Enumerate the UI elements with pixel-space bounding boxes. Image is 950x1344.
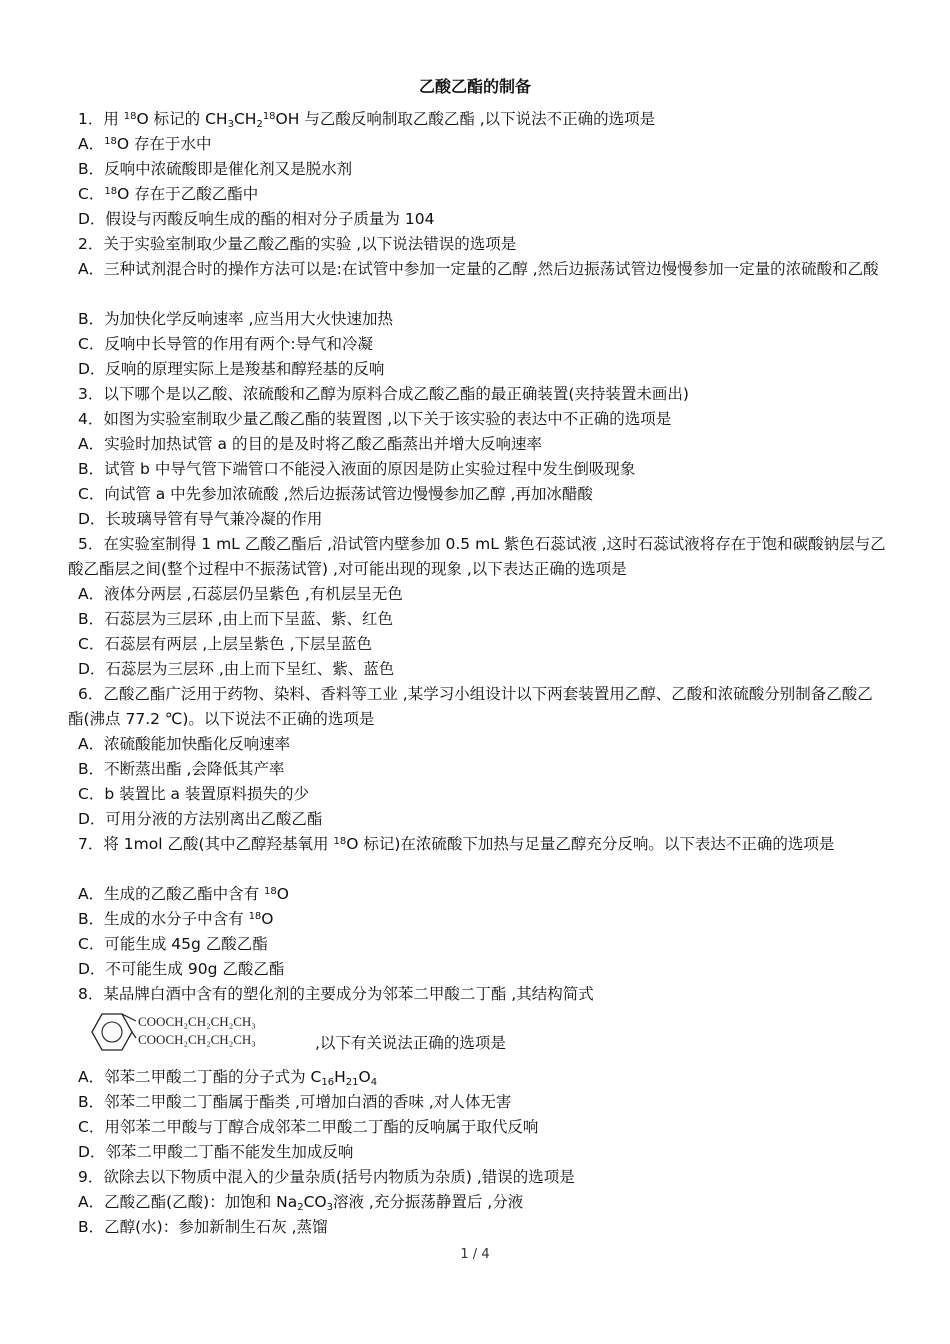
option-4a: A．实验时加热试管 a 的目的是及时将乙酸乙酯蒸出并增大反响速率 [78,435,542,453]
question-5: 5．在实验室制得 1 mL 乙酸乙酯后 ,沿试管内壁参加 0.5 mL 紫色石蕊试液 ,这时石蕊试液将存在于饱和碳酸钠层与乙酸乙酯层之间(整个过程中不振荡试管) ,对可能出现的现象 ,以下表达正确的选项是 [68,535,886,578]
option-6a: A．浓硫酸能加快酯化反响速率 [78,735,291,753]
option-5c: C．石蕊层有两层 ,上层呈紫色 ,下层呈蓝色 [78,635,373,653]
option-1d: D．假设与丙酸反响生成的酯的相对分子质量为 104 [78,210,435,228]
option-2a: A．三种试剂混合时的操作方法可以是:在试管中参加一定量的乙醇 ,然后边振荡试管边慢慢参加一定量的浓硫酸和乙酸 [78,260,879,278]
option-6b: B．不断蒸出酯 ,会降低其产率 [78,760,285,778]
option-7d: D．不可能生成 90g 乙酸乙酯 [78,960,285,978]
option-8b: B．邻苯二甲酸二丁酯属于酯类 ,可增加白酒的香味 ,对人体无害 [78,1093,512,1111]
option-5a: A．液体分两层 ,石蕊层仍呈紫色 ,有机层呈无色 [78,585,403,603]
question-8: 8．某品牌白酒中含有的塑化剂的主要成分为邻苯二甲酸二丁酯 ,其结构简式 [78,985,594,1003]
option-2c: C．反响中长导管的作用有两个:导气和冷凝 [78,335,374,353]
option-2b: B．为加快化学反响速率 ,应当用大火快速加热 [78,310,393,328]
option-6c: C．b 装置比 a 装置原料损失的少 [78,785,309,803]
structural-formula-row [68,1007,888,1065]
question-8-continuation: ,以下有关说法正确的选项是 [315,1034,506,1052]
question-list [68,107,888,1240]
option-7b: B．生成的水分子中含有 $^{18}$O [78,910,274,928]
ester-group-upper: COOCH₂CH₂CH₂CH₃ [138,1014,256,1029]
benzene-ring-structure [88,1010,308,1058]
option-8a: A．邻苯二甲酸二丁酯的分子式为 $C_{16}H_{21}O_4$ [78,1068,378,1088]
option-1a: A．$^{18}$O 存在于水中 [78,135,212,153]
option-1b: B．反响中浓硫酸即是催化剂又是脱水剂 [78,160,353,178]
option-2d: D．反响的原理实际上是羧基和醇羟基的反响 [78,360,385,378]
option-5d: D．石蕊层为三层环 ,由上而下呈红、紫、蓝色 [78,660,395,678]
page-number: 1 / 4 [460,1247,490,1262]
option-9a: A．乙酸乙酯(乙酸)：加饱和 $Na_2CO_3$溶液 ,充分振荡静置后 ,分液 [78,1193,524,1213]
option-4c: C．向试管 a 中先参加浓硫酸 ,然后边振荡试管边慢慢参加乙醇 ,再加冰醋酸 [78,485,593,503]
question-4: 4．如图为实验室制取少量乙酸乙酯的装置图 ,以下关于该实验的表达中不正确的选项是 [78,410,672,428]
option-4b: B．试管 b 中导气管下端管口不能浸入液面的原因是防止实验过程中发生倒吸现象 [78,460,636,478]
question-2: 2．关于实验室制取少量乙酸乙酯的实验 ,以下说法错误的选项是 [78,235,517,253]
option-7c: C．可能生成 45g 乙酸乙酯 [78,935,268,953]
option-9b: B．乙醇(水)：参加新制生石灰 ,蒸馏 [78,1218,328,1236]
option-7a: A．生成的乙酸乙酯中含有 $^{18}$O [78,885,289,903]
question-6: 6．乙酸乙酯广泛用于药物、染料、香料等工业 ,某学习小组设计以下两套装置用乙醇、乙酸和浓硫酸分别制备乙酸乙酯(沸点 77.2 ℃)。以下说法不正确的选项是 [68,685,873,728]
question-3: 3．以下哪个是以乙酸、浓硫酸和乙醇为原料合成乙酸乙酯的最正确装置(夹持装置未画出) [78,385,689,403]
option-6d: D．可用分液的方法别离出乙酸乙酯 [78,810,323,828]
option-1c: C．$^{18}$O 存在于乙酸乙酯中 [78,185,259,203]
option-4d: D．长玻璃导管有导气兼冷凝的作用 [78,510,323,528]
page-title: 乙酸乙酯的制备 [418,77,531,96]
question-1: 1．用 $^{18}$O 标记的 $CH_3CH_2^{18}OH$ 与乙酸反响制取乙酸乙酯 ,以下说法不正确的选项是 [78,110,656,130]
question-9: 9．欲除去以下物质中混入的少量杂质(括号内物质为杂质) ,错误的选项是 [78,1168,575,1186]
option-8d: D．邻苯二甲酸二丁酯不能发生加成反响 [78,1143,354,1161]
ester-group-lower: COOCH₂CH₂CH₂CH₃ [138,1032,256,1047]
option-8c: C．用邻苯二甲酸与丁醇合成邻苯二甲酸二丁酯的反响属于取代反响 [78,1118,539,1136]
option-5b: B．石蕊层为三层环 ,由上而下呈蓝、紫、红色 [78,610,393,628]
question-7: 7．将 1mol 乙酸(其中乙醇羟基氧用 $^{18}$O 标记)在浓硫酸下加热与足量乙醇充分反响。以下表达不正确的选项是 [78,835,835,853]
